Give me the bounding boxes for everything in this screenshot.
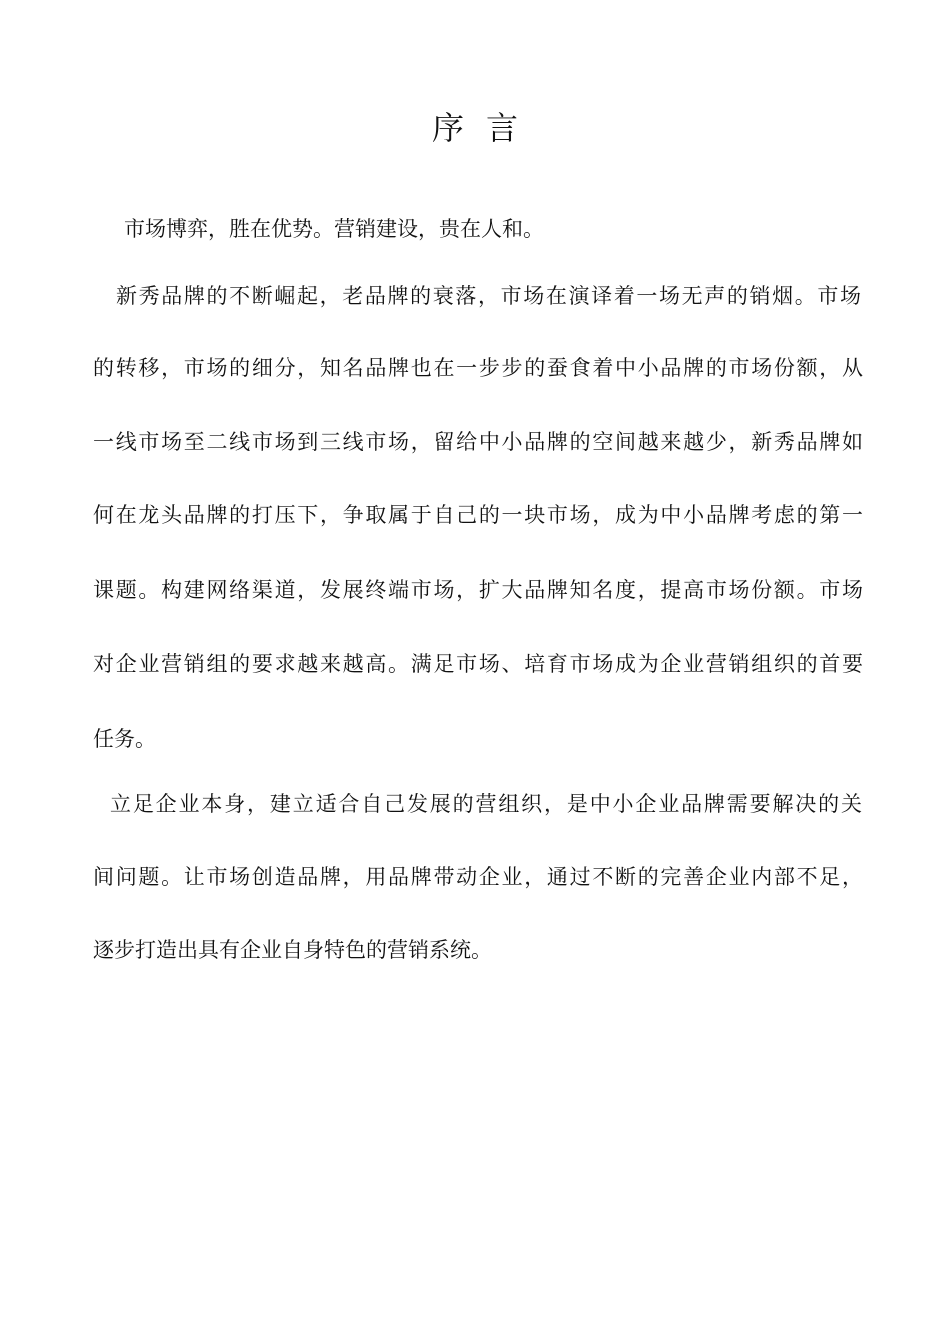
paragraph-line: 逐步打造出具有企业自身特色的营销系统。 (93, 938, 492, 962)
paragraph-line: 对企业营销组的要求越来越高。满足市场、培育市场成为企业营销组织的首要 (93, 652, 863, 676)
paragraph-line: 的转移，市场的细分，知名品牌也在一步步的蚕食着中小品牌的市场份额，从 (93, 356, 863, 380)
page-title: 序言 (431, 109, 540, 147)
paragraph-line: 市场博弈，胜在优势。营销建设，贵在人和。 (124, 217, 544, 241)
paragraph-line: 间问题。让市场创造品牌，用品牌带动企业，通过不断的完善企业内部不足， (93, 865, 863, 889)
paragraph-line: 立足企业本身，建立适合自己发展的营组织，是中小企业品牌需要解决的关 (110, 792, 862, 816)
paragraph-line: 一线市场至二线市场到三线市场，留给中小品牌的空间越来越少，新秀品牌如 (93, 430, 863, 454)
paragraph-line: 何在龙头品牌的打压下，争取属于自己的一块市场，成为中小品牌考虑的第一 (93, 503, 863, 527)
paragraph-line: 任务。 (93, 727, 156, 751)
paragraph-line: 新秀品牌的不断崛起，老品牌的衰落，市场在演译着一场无声的销烟。市场 (116, 284, 861, 308)
paragraph-line: 课题。构建网络渠道，发展终端市场，扩大品牌知名度，提高市场份额。市场 (93, 578, 863, 602)
